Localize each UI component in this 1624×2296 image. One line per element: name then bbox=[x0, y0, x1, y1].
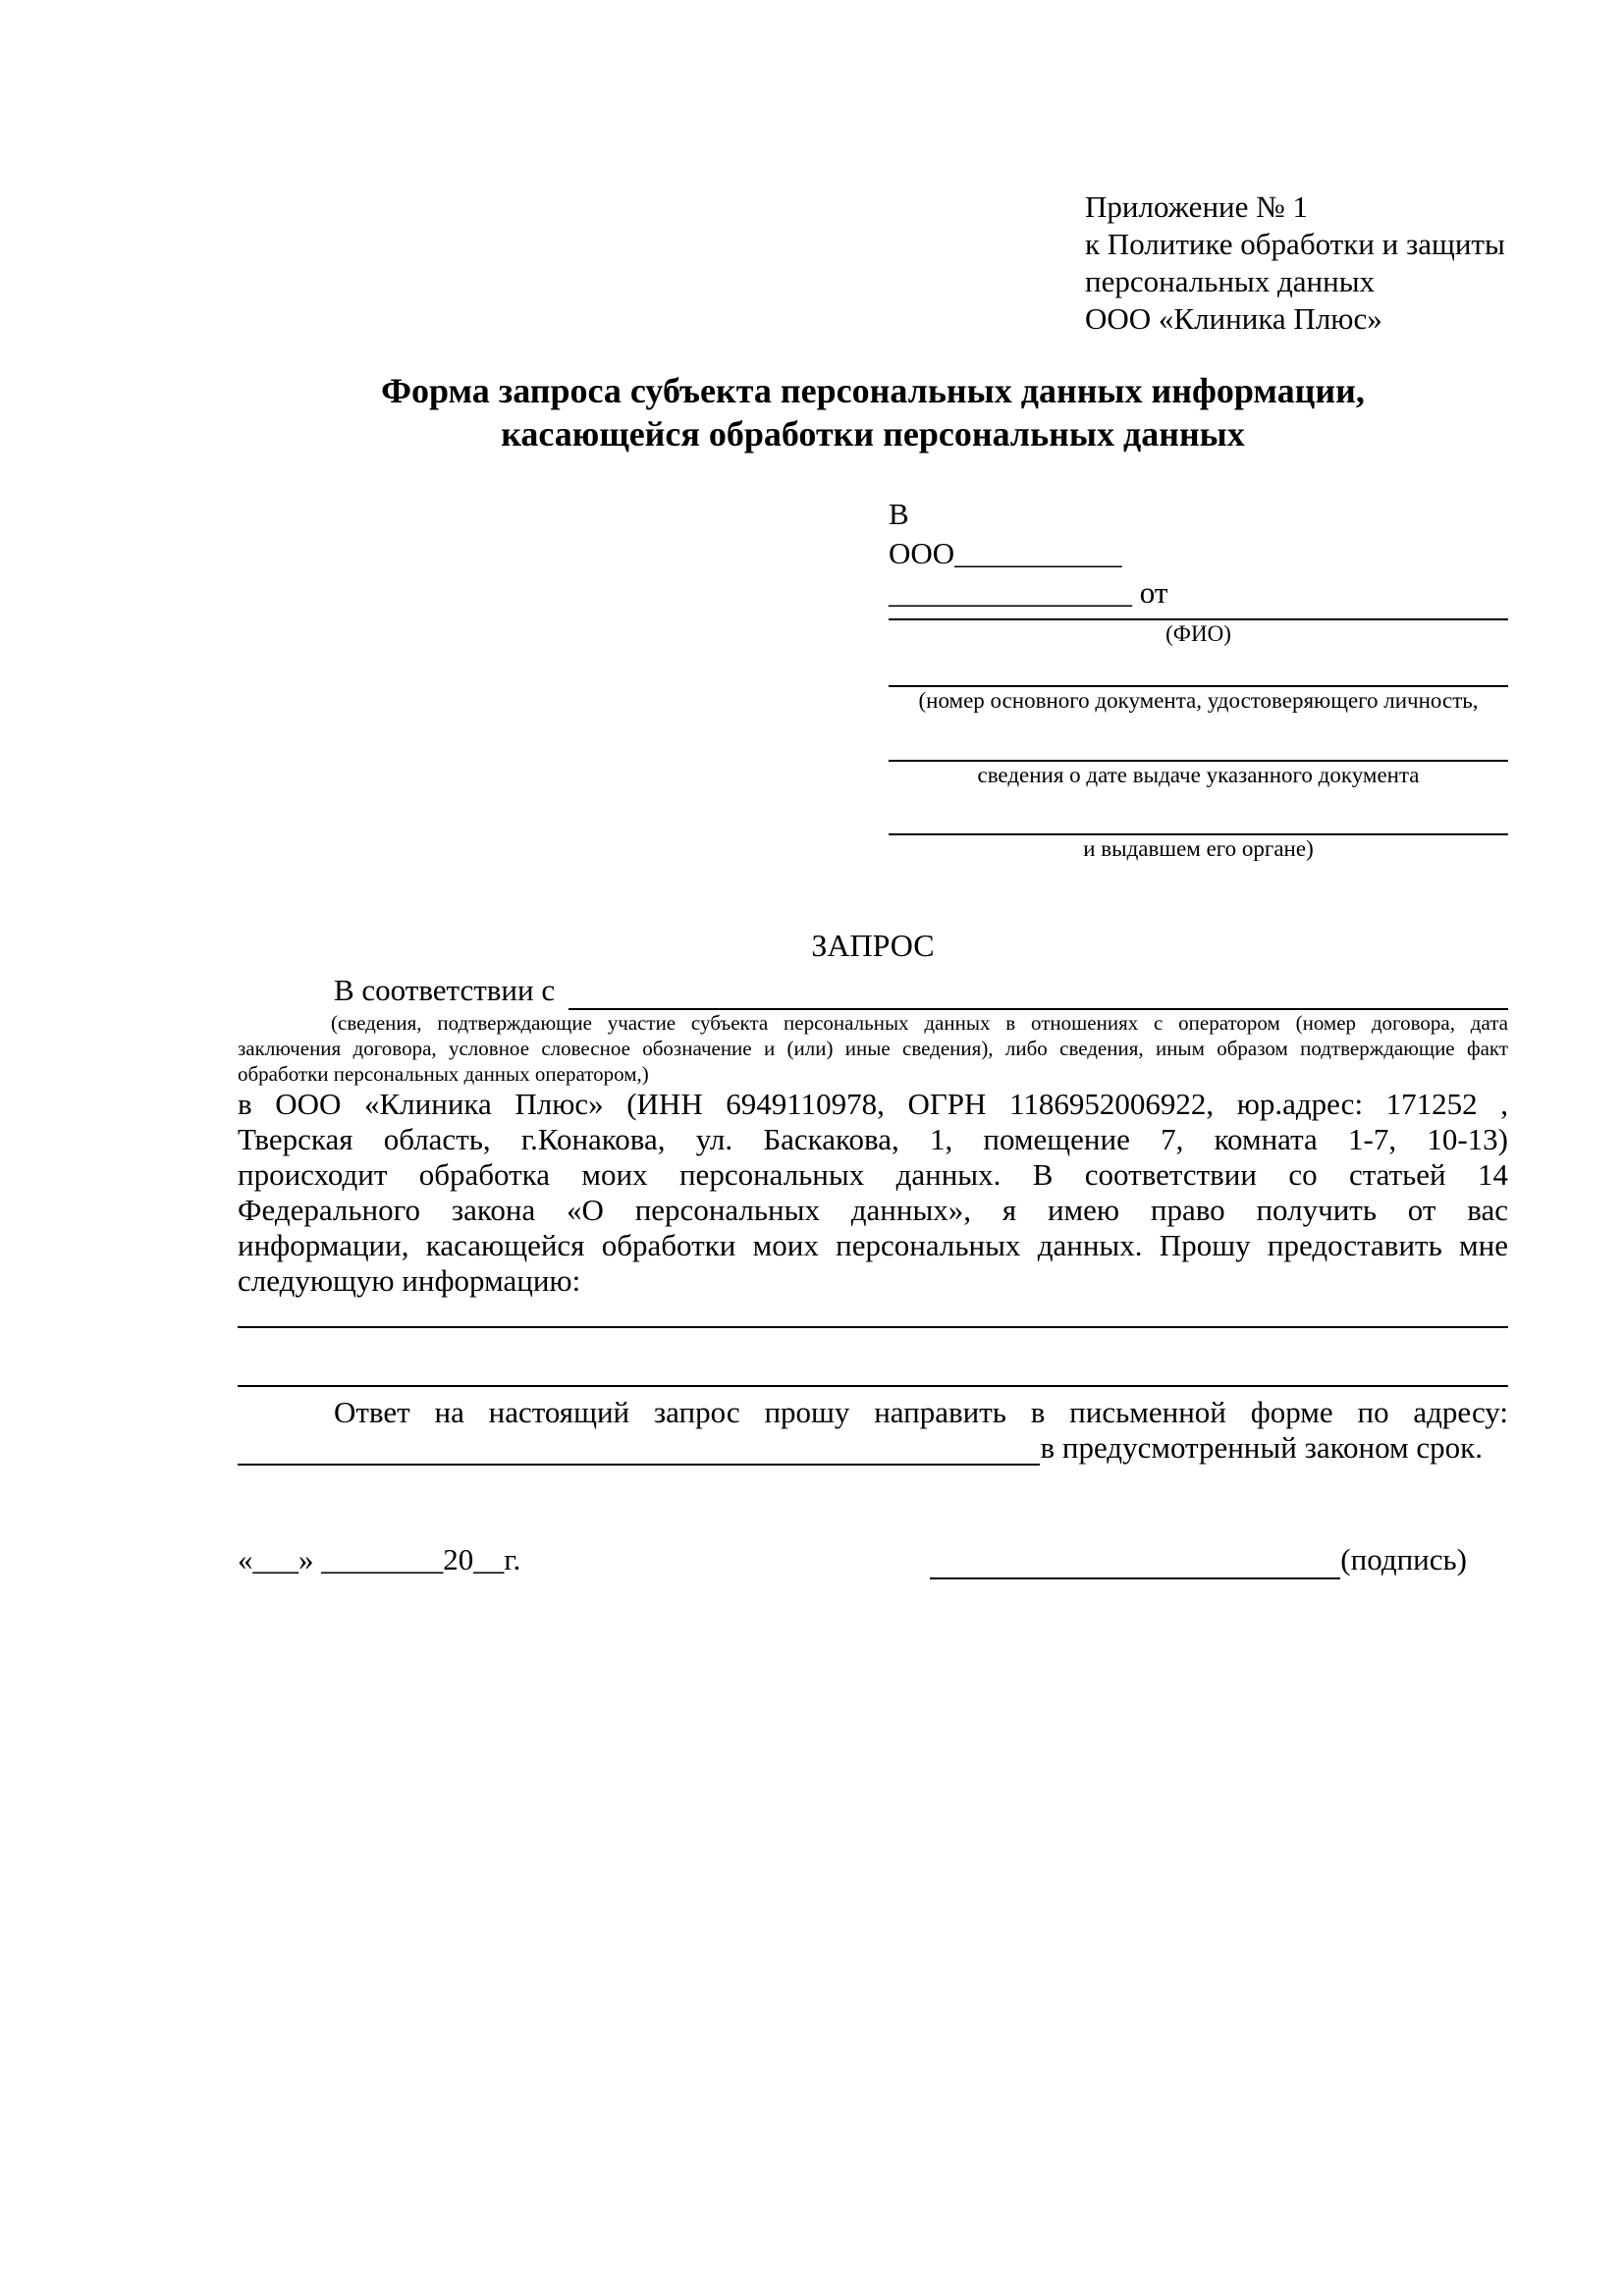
from-label: от bbox=[1139, 575, 1168, 610]
appendix-note bbox=[1085, 188, 1508, 338]
appendix-note-line: к Политике обработки и защиты bbox=[1085, 227, 1505, 261]
request-body-line: в ООО «Клиника Плюс» (ИНН 6949110978, ОГРН 1186952006922, юр.адрес: 171252 , bbox=[238, 1087, 1508, 1121]
request-body-paragraph bbox=[238, 1087, 1508, 1299]
fio-caption: (ФИО) bbox=[1165, 621, 1231, 646]
form-title-line1: Форма запроса субъекта персональных данных информации, bbox=[381, 371, 1365, 410]
request-body-line: следующую информацию: bbox=[238, 1263, 581, 1298]
date-blank-field: «___» ________20__г. bbox=[238, 1542, 521, 1576]
request-intro-line bbox=[238, 971, 1508, 1010]
info-write-line-1 bbox=[238, 1326, 1508, 1328]
signature-caption: (подпись) bbox=[1340, 1542, 1467, 1576]
form-title-line2: касающейся обработки персональных данных bbox=[501, 414, 1245, 454]
appendix-note-line: Приложение № 1 bbox=[1085, 189, 1308, 224]
signature-write-line bbox=[930, 1548, 1340, 1579]
addressee-block bbox=[889, 495, 1508, 863]
info-write-line-2 bbox=[238, 1385, 1508, 1387]
request-body-line: происходит обработка моих персональных данных. В соответствии со статьей 14 bbox=[238, 1157, 1508, 1192]
explanatory-note bbox=[238, 1010, 1508, 1087]
appendix-note-line: ООО «Клиника Плюс» bbox=[1085, 301, 1382, 336]
intro-prefix-text: В соответствии с bbox=[334, 973, 556, 1007]
request-heading: ЗАПРОС bbox=[811, 928, 935, 963]
ooo-blank-field: ___________ bbox=[954, 536, 1122, 570]
form-title bbox=[238, 369, 1508, 455]
appendix-note-line: персональных данных bbox=[1085, 264, 1376, 298]
request-body-line: Федерального закона «О персональных данных», я имею право получить от вас bbox=[238, 1193, 1508, 1227]
request-body-line: информации, касающейся обработки моих персональных данных. Прошу предоставить мне bbox=[238, 1228, 1508, 1262]
addressee-ooo-line bbox=[889, 534, 1508, 573]
address-write-line bbox=[238, 1432, 1040, 1466]
signature-row bbox=[238, 1540, 1508, 1579]
doc-issuer-caption: и выдавшем его органе) bbox=[1083, 836, 1314, 861]
response-address-line bbox=[238, 1430, 1508, 1466]
signature-group bbox=[930, 1540, 1467, 1579]
explanatory-note-line: обработки персональных данных оператором,) bbox=[238, 1062, 649, 1086]
intro-write-line bbox=[568, 979, 1508, 1010]
request-body-line: Тверская область, г.Конакова, ул. Баскакова, 1, помещение 7, комната 1-7, 10-13) bbox=[238, 1122, 1508, 1156]
ooo-label: ООО bbox=[889, 536, 955, 570]
explanatory-note-line: заключения договора, условное словесное обозначение и (или) иные сведения), либо сведения, иным образом подтверждающие факт bbox=[238, 1037, 1508, 1060]
response-suffix: в предусмотренный законом срок. bbox=[1040, 1430, 1483, 1465]
response-paragraph-line: Ответ на настоящий запрос прошу направить в письменной форме по адресу: bbox=[334, 1395, 1508, 1429]
explanatory-note-line: (сведения, подтверждающие участие субъекта персональных данных в отношениях с оператором (номер договора, дата bbox=[331, 1011, 1508, 1035]
addressee-to-label: В bbox=[889, 497, 909, 531]
from-blank-field: ________________ bbox=[889, 575, 1132, 610]
addressee-from-line bbox=[889, 573, 1508, 613]
doc-issue-date-caption: сведения о дате выдаче указанного документа bbox=[977, 763, 1420, 787]
doc-number-caption: (номер основного документа, удостоверяющего личность, bbox=[918, 688, 1479, 713]
